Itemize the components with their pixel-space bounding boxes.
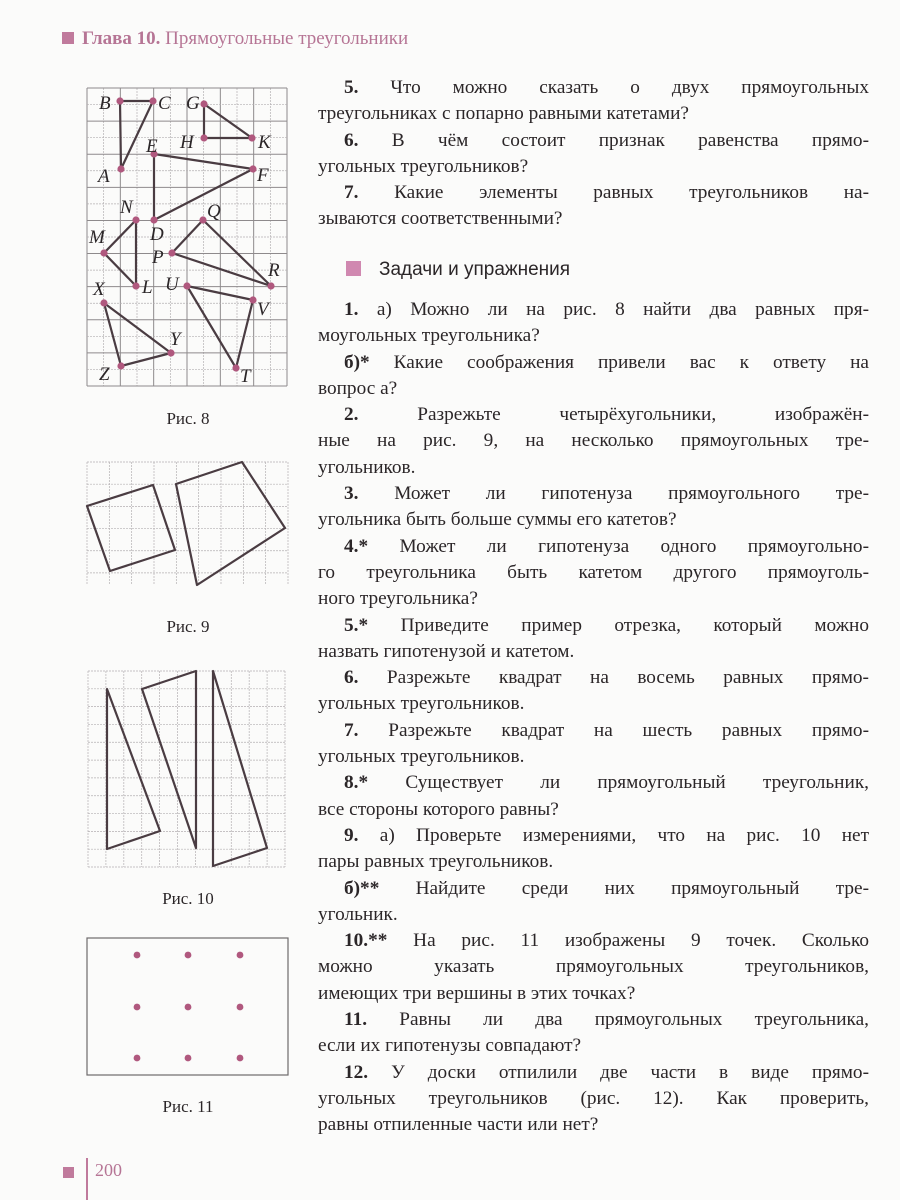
item-text: все стороны которого равны? [318,798,559,820]
point-label: Z [99,364,110,385]
item-text: го треугольника быть катетом другого прямоуголь- [318,561,869,583]
task-item [318,350,869,403]
item-text: назвать гипотенузой и катетом. [318,640,575,662]
item-text: угольных треугольников. [318,693,525,715]
fig10-grid [88,671,285,867]
point-label: F [257,165,269,186]
task-item [318,718,869,771]
chapter-number: Глава 10. [82,28,161,49]
paragraph-line [318,297,869,323]
point-z [117,362,124,369]
dot-point [237,1055,244,1062]
tasks-list [318,297,869,1139]
paragraph-line [318,928,869,954]
item-number: 1. [344,299,359,320]
quadrilateral-2 [176,462,285,585]
item-text: угольных треугольников. [318,746,525,768]
paragraph-line [318,481,869,507]
item-text: зываются соответственными? [318,208,563,230]
point-label: A [98,166,110,187]
section-heading [346,259,570,281]
item-text: угольник. [318,903,398,925]
item-text: Какие соображения привели вас к ответу на [393,351,869,373]
question-item [318,75,869,128]
triangle-3 [213,671,267,866]
question-item [318,180,869,233]
triangle-2 [142,671,196,848]
item-text: У доски отпилили две части в виде прямо- [391,1061,869,1083]
paragraph-line [318,849,869,875]
dot-point [185,952,192,959]
task-item [318,481,869,534]
paragraph-line [318,1112,869,1138]
fig8-caption: Рис. 8 [166,409,210,428]
point-y [167,349,174,356]
item-number: 8.* [344,772,369,794]
point-k [248,134,255,141]
square-quadrilateral [87,485,175,571]
section-title: Задачи и упражнения [379,259,571,280]
item-text: а) Можно ли на рис. 8 найти два равных пря- [376,299,869,320]
paragraph-line [318,665,869,691]
paragraph-line [318,455,869,481]
item-text: вопрос а? [318,377,398,399]
item-text: Разрежьте четырёхугольники, изображён- [417,404,869,426]
point-label: U [165,274,179,295]
item-text: угольных треугольников? [318,155,529,177]
section-square-icon [346,261,361,276]
item-text: Приведите пример отрезка, который можно [400,614,869,636]
point-l [132,282,139,289]
paragraph-line [318,586,869,612]
task-item [318,665,869,718]
point-p [168,249,175,256]
paragraph-line [318,1060,869,1086]
point-d [150,216,157,223]
item-number: 7. [344,719,359,741]
point-label: V [257,299,269,320]
point-label: C [158,93,171,114]
paragraph-line [318,1033,869,1059]
item-text: Равны ли два прямоугольных треугольника, [399,1009,869,1031]
paragraph-line [318,744,869,770]
paragraph-line [318,101,869,127]
task-item [318,1007,869,1060]
item-text: В чём состоит признак равенства прямо- [391,129,869,151]
point-n [132,216,139,223]
task-item [318,534,869,613]
item-text: если их гипотенузы совпадают? [318,1035,582,1057]
paragraph-line [318,560,869,586]
item-text: угольника быть больше суммы его катетов? [318,509,677,531]
paragraph-line [318,75,869,101]
question-item [318,128,869,181]
point-x [100,299,107,306]
item-number: 11. [344,1009,368,1031]
task-item [318,876,869,929]
point-label: L [142,277,153,298]
item-text: треугольниках с попарно равными катетами? [318,103,689,125]
paragraph-line [318,718,869,744]
task-item [318,823,869,876]
task-item [318,402,869,481]
item-number: 4.* [344,535,369,557]
item-text: можно указать прямоугольных треугольников, [318,956,869,978]
point-label: B [99,93,111,114]
point-r [267,282,274,289]
paragraph-line [318,402,869,428]
point-b [116,97,123,104]
point-label: X [93,279,105,300]
item-text: Найдите среди них прямоугольный тре- [415,877,869,899]
item-number: 12. [344,1061,369,1083]
item-text: имеющих три вершины в этих точках? [318,982,636,1004]
point-g [200,100,207,107]
paragraph-line [318,639,869,665]
chapter-title: Прямоугольные треугольники [165,28,409,49]
fig9-caption: Рис. 9 [166,617,210,636]
item-text: Разрежьте квадрат на восемь равных прямо- [386,667,869,689]
item-number: 7. [344,182,359,204]
item-text: угольных треугольников (рис. 12). Как проверить, [318,1087,869,1109]
item-text: Может ли гипотенуза одного прямоугольно- [399,535,869,557]
triangle-xyz [104,303,171,366]
item-text: пары равных треугольников. [318,851,554,873]
item-text: ные на рис. 9, на несколько прямоугольных тре- [318,430,869,452]
paragraph-line [318,1086,869,1112]
item-text: Какие элементы равных треугольников на- [394,182,869,204]
triangle-abc [120,101,153,169]
point-label: K [258,132,271,153]
item-text: а) Проверьте измерениями, что на рис. 10 нет [379,824,869,846]
point-v [249,296,256,303]
item-text: Существует ли прямоугольный треугольник, [405,772,870,794]
item-number: 3. [344,483,359,505]
item-text: равны отпиленные части или нет? [318,1114,599,1136]
point-label: E [146,136,158,157]
point-label: Y [170,329,181,350]
item-number: 10.** [344,930,388,952]
paragraph-line [318,823,869,849]
fig10-caption: Рис. 10 [162,889,214,908]
point-t [232,364,239,371]
dot-point [134,1004,141,1011]
review-questions [318,75,869,233]
point-label: N [120,197,133,218]
paragraph-line [318,902,869,928]
fig11-caption: Рис. 11 [162,1097,214,1116]
point-u [183,282,190,289]
point-label: D [150,224,164,245]
dot-point [237,952,244,959]
task-item [318,928,869,1007]
point-m [100,249,107,256]
item-number: 6. [344,667,359,689]
paragraph-line [318,154,869,180]
point-a [117,165,124,172]
item-number: 5.* [344,614,369,636]
paragraph-line [318,613,869,639]
item-text: моугольных треугольника? [318,325,540,347]
paragraph-line [318,876,869,902]
point-label: H [180,132,194,153]
dot-point [134,1055,141,1062]
item-text: ного треугольника? [318,588,478,610]
dot-point [134,952,141,959]
paragraph-line [318,770,869,796]
page-number: 200 [95,1160,122,1180]
footer-divider [86,1158,88,1200]
paragraph-line [318,954,869,980]
dot-point [185,1004,192,1011]
paragraph-line [318,534,869,560]
dot-point [237,1004,244,1011]
item-text: Может ли гипотенуза прямоугольного тре- [394,483,869,505]
paragraph-line [318,350,869,376]
paragraph-line [318,376,869,402]
item-text: Разрежьте квадрат на шесть равных прямо- [388,719,869,741]
point-label: M [89,227,105,248]
item-text: На рис. 11 изображены 9 точек. Сколько [413,930,870,952]
paragraph-line [318,981,869,1007]
point-label: T [240,366,251,387]
task-item [318,613,869,666]
point-label: P [152,247,164,268]
task-item [318,770,869,823]
item-number: 6. [344,129,359,151]
point-label: R [268,260,280,281]
point-f [249,165,256,172]
item-number: б)** [344,877,380,899]
paragraph-line [318,180,869,206]
point-label: Q [207,201,221,222]
point-q [199,216,206,223]
task-item [318,297,869,350]
item-number: 5. [344,77,359,98]
paragraph-line [318,128,869,154]
footer-square-icon [63,1167,74,1178]
paragraph-line [318,323,869,349]
paragraph-line [318,428,869,454]
task-item [318,1060,869,1139]
item-number: б)* [344,351,370,373]
paragraph-line [318,507,869,533]
item-text: Что можно сказать о двух прямоугольных [390,77,869,98]
point-c [149,97,156,104]
triangle-1 [107,689,160,849]
point-h [200,134,207,141]
paragraph-line [318,206,869,232]
item-number: 2. [344,404,359,426]
paragraph-line [318,691,869,717]
dot-point [185,1055,192,1062]
paragraph-line [318,1007,869,1033]
point-label: G [186,93,200,114]
item-text: угольников. [318,456,416,478]
item-number: 9. [344,824,359,846]
paragraph-line [318,797,869,823]
